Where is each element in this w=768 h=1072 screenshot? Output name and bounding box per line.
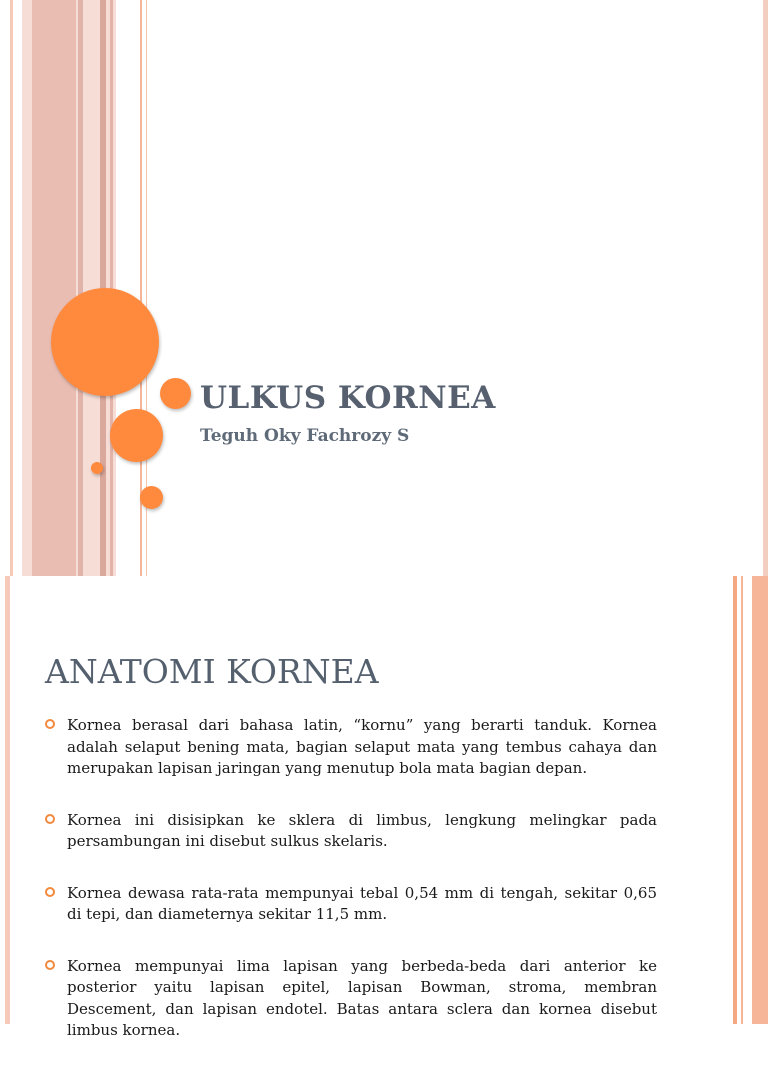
- bullet-text: Kornea dewasa rata-rata mempunyai tebal 0,54 mm di tengah, sekitar 0,65 di tepi, dan diameternya sekitar 11,5 mm.: [67, 883, 657, 923]
- bullet-text: Kornea berasal dari bahasa latin, “kornu” yang berarti tanduk. Kornea adalah selaput bening mata, bagian selaput mata yang tembus cahaya dan merupakan lapisan jaringan yang menutup bola mata bagian depan.: [67, 716, 657, 777]
- decor-stripe: [5, 576, 10, 1024]
- circle-bullet-icon: [45, 960, 55, 970]
- circle-bullet-icon: [45, 814, 55, 824]
- decor-stripe: [763, 0, 768, 576]
- decor-circle: [140, 486, 163, 509]
- decor-stripe: [741, 576, 743, 1024]
- decor-stripe: [752, 576, 768, 1024]
- decor-circle: [110, 409, 163, 462]
- section-title: ANATOMI KORNEA: [45, 652, 379, 691]
- decor-circle: [160, 378, 191, 409]
- page-title: ULKUS KORNEA: [200, 380, 496, 416]
- content-slide: [0, 576, 768, 1039]
- bullet-item: [45, 810, 657, 853]
- decor-circle-large: [51, 288, 159, 396]
- decor-stripe: [78, 0, 83, 576]
- decor-stripe: [733, 576, 737, 1024]
- decor-circle: [91, 462, 103, 474]
- bullet-item: [45, 956, 657, 1042]
- bullet-item: [45, 883, 657, 926]
- bullet-item: [45, 715, 657, 780]
- bullet-text: Kornea ini disisipkan ke sklera di limbus, lengkung melingkar pada persambungan ini disebut sulkus skelaris.: [67, 810, 657, 850]
- page-subtitle: Teguh Oky Fachrozy S: [200, 426, 410, 446]
- bullet-text: Kornea mempunyai lima lapisan yang berbeda-beda dari anterior ke posterior yaitu lapisan epitel, lapisan Bowman, stroma, membran Descement, dan lapisan endotel. Batas antara sclera dan kornea disebut limbus kornea.: [67, 956, 657, 1039]
- decor-stripe: [32, 0, 76, 576]
- bullet-list: [45, 715, 657, 1072]
- decor-stripe: [10, 0, 13, 576]
- circle-bullet-icon: [45, 719, 55, 729]
- circle-bullet-icon: [45, 887, 55, 897]
